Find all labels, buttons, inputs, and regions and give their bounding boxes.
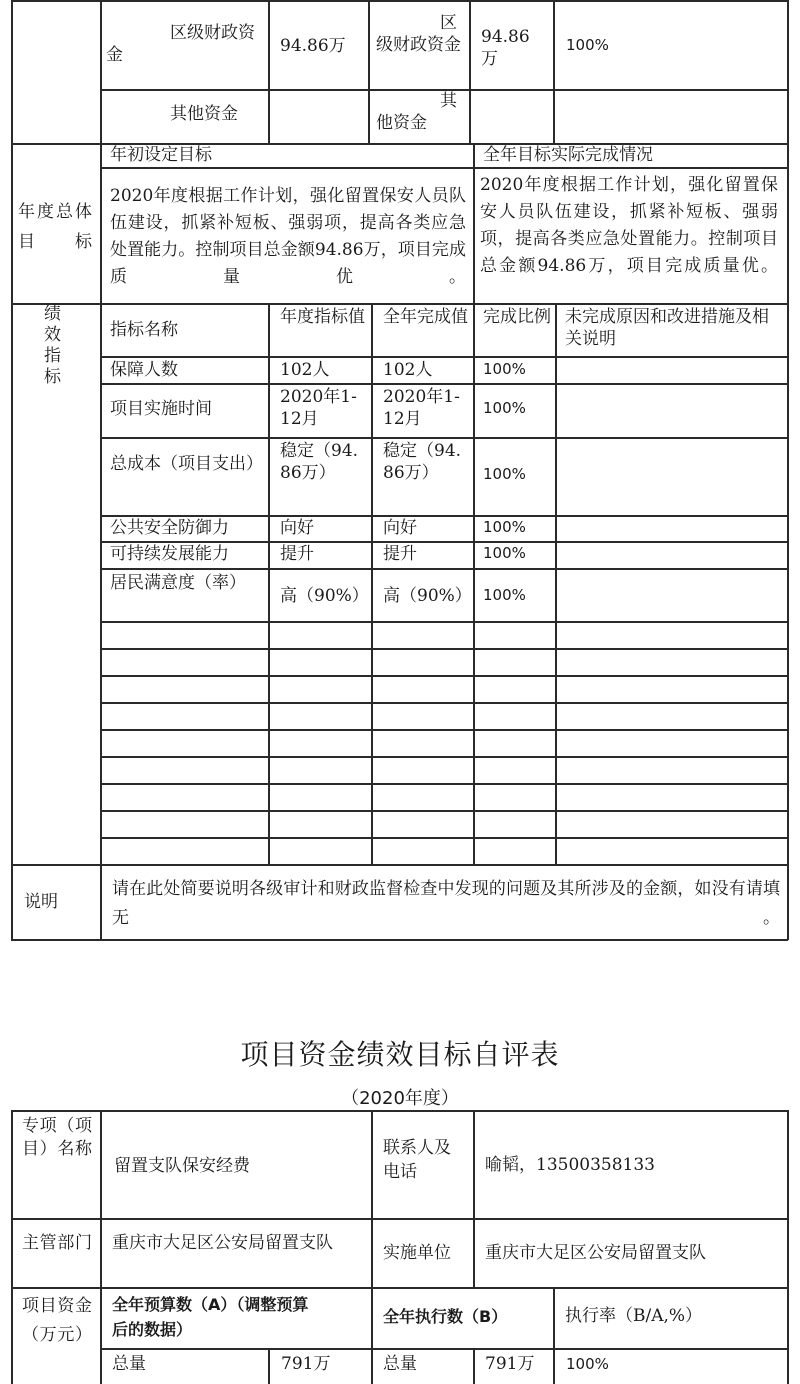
dept-value: 重庆市大足区公安局留置支队: [112, 1233, 333, 1253]
exec-header: 全年执行数（B）: [383, 1307, 508, 1326]
indicator-actual-6: 高（90%）: [383, 586, 472, 606]
indicator-target-6: 高（90%）: [280, 586, 369, 606]
budget-header: 全年预算数（A）（调整预算后的数据）: [112, 1295, 309, 1339]
contact-value: 喻韬，13500358133: [485, 1155, 655, 1175]
indicator-actual-1: 102人: [383, 360, 433, 380]
impl-value: 重庆市大足区公安局留置支队: [485, 1243, 706, 1263]
indicator-target-3: 稳定（94.86万）: [280, 441, 359, 484]
indicator-target-4: 向好: [280, 518, 314, 538]
header-reason-notes: 未完成原因和改进措施及相关说明: [565, 307, 769, 350]
indicator-actual-3: 稳定（94.86万）: [383, 441, 462, 484]
contact-label: 联系人及电话: [383, 1138, 451, 1182]
project-info-table: [0, 1105, 800, 1384]
other-funds-label: 其他资金: [170, 104, 238, 124]
actual-goal-text: 2020年度根据工作计划，强化留置保安人员队伍建设，抓紧补短板、强弱项，提高各类应急处置能力。控制项目总金额94.86万，项目完成质量优。: [480, 175, 778, 276]
indicator-name-3: 总成本（项目支出）: [110, 454, 263, 474]
header-completion-ratio: 完成比例: [483, 307, 551, 327]
annual-goal-label: 年度总体目标: [18, 202, 92, 252]
indicator-actual-4: 向好: [383, 518, 417, 538]
initial-goal-header: 年初设定目标: [110, 145, 212, 165]
indicator-name-4: 公共安全防御力: [110, 518, 229, 538]
total-label-2: 总量: [383, 1354, 417, 1374]
total-budget: 791万: [281, 1354, 331, 1374]
district-funds-amount: 94.86万: [280, 36, 346, 56]
project-name: 留置支队保安经费: [114, 1156, 250, 1176]
district-funds-rate: 100%: [566, 36, 609, 54]
district-funds-amount-2: 94.86万: [481, 27, 530, 70]
header-full-year-actual: 全年完成值: [383, 307, 468, 327]
district-funds-label-2: 区级财政资金: [376, 13, 461, 56]
total-rate: 100%: [566, 1355, 609, 1373]
fund-label: 项目资金（万元）: [22, 1296, 92, 1345]
initial-goal-text: 2020年度根据工作计划，强化留置保安人员队伍建设，抓紧补短板、强弱项，提高各类应急处置能力。控制项目总金额94.86万，项目完成质量优。: [110, 186, 466, 287]
indicator-ratio-2: 100%: [483, 399, 526, 417]
indicator-name-1: 保障人数: [110, 360, 178, 380]
note-label: 说明: [24, 892, 58, 912]
rate-header: 执行率（B/A,%）: [565, 1306, 703, 1326]
impl-label: 实施单位: [383, 1243, 451, 1263]
project-name-label: 专项（项目）名称: [22, 1116, 92, 1159]
indicator-target-2: 2020年1-12月: [280, 387, 357, 430]
dept-label: 主管部门: [22, 1233, 92, 1253]
indicator-name-5: 可持续发展能力: [110, 544, 229, 564]
note-text: 请在此处简要说明各级审计和财政监督检查中发现的问题及其所涉及的金额，如没有请填无。: [112, 879, 780, 928]
form-year: （2020年度）: [341, 1088, 459, 1109]
indicator-ratio-4: 100%: [483, 518, 526, 536]
indicator-name-2: 项目实施时间: [110, 399, 212, 419]
indicator-actual-5: 提升: [383, 544, 417, 564]
total-exec: 791万: [485, 1354, 535, 1374]
indicator-ratio-6: 100%: [483, 586, 526, 604]
header-annual-target: 年度指标值: [280, 307, 365, 327]
indicators-label: 绩效指标: [44, 304, 61, 387]
form-title: 项目资金绩效目标自评表: [240, 1038, 560, 1071]
actual-goal-header: 全年目标实际完成情况: [483, 145, 653, 165]
indicator-target-1: 102人: [280, 360, 330, 380]
indicator-ratio-5: 100%: [483, 544, 526, 562]
indicator-ratio-3: 100%: [483, 465, 526, 483]
district-funds-label: 区级财政资金: [106, 23, 255, 66]
total-label: 总量: [112, 1354, 146, 1374]
header-indicator-name: 指标名称: [110, 320, 178, 340]
indicator-ratio-1: 100%: [483, 360, 526, 378]
other-funds-label-2: 其他资金: [376, 91, 457, 134]
indicator-actual-2: 2020年1-12月: [383, 387, 460, 430]
indicator-target-5: 提升: [280, 544, 314, 564]
indicator-name-6: 居民满意度（率）: [110, 573, 246, 593]
